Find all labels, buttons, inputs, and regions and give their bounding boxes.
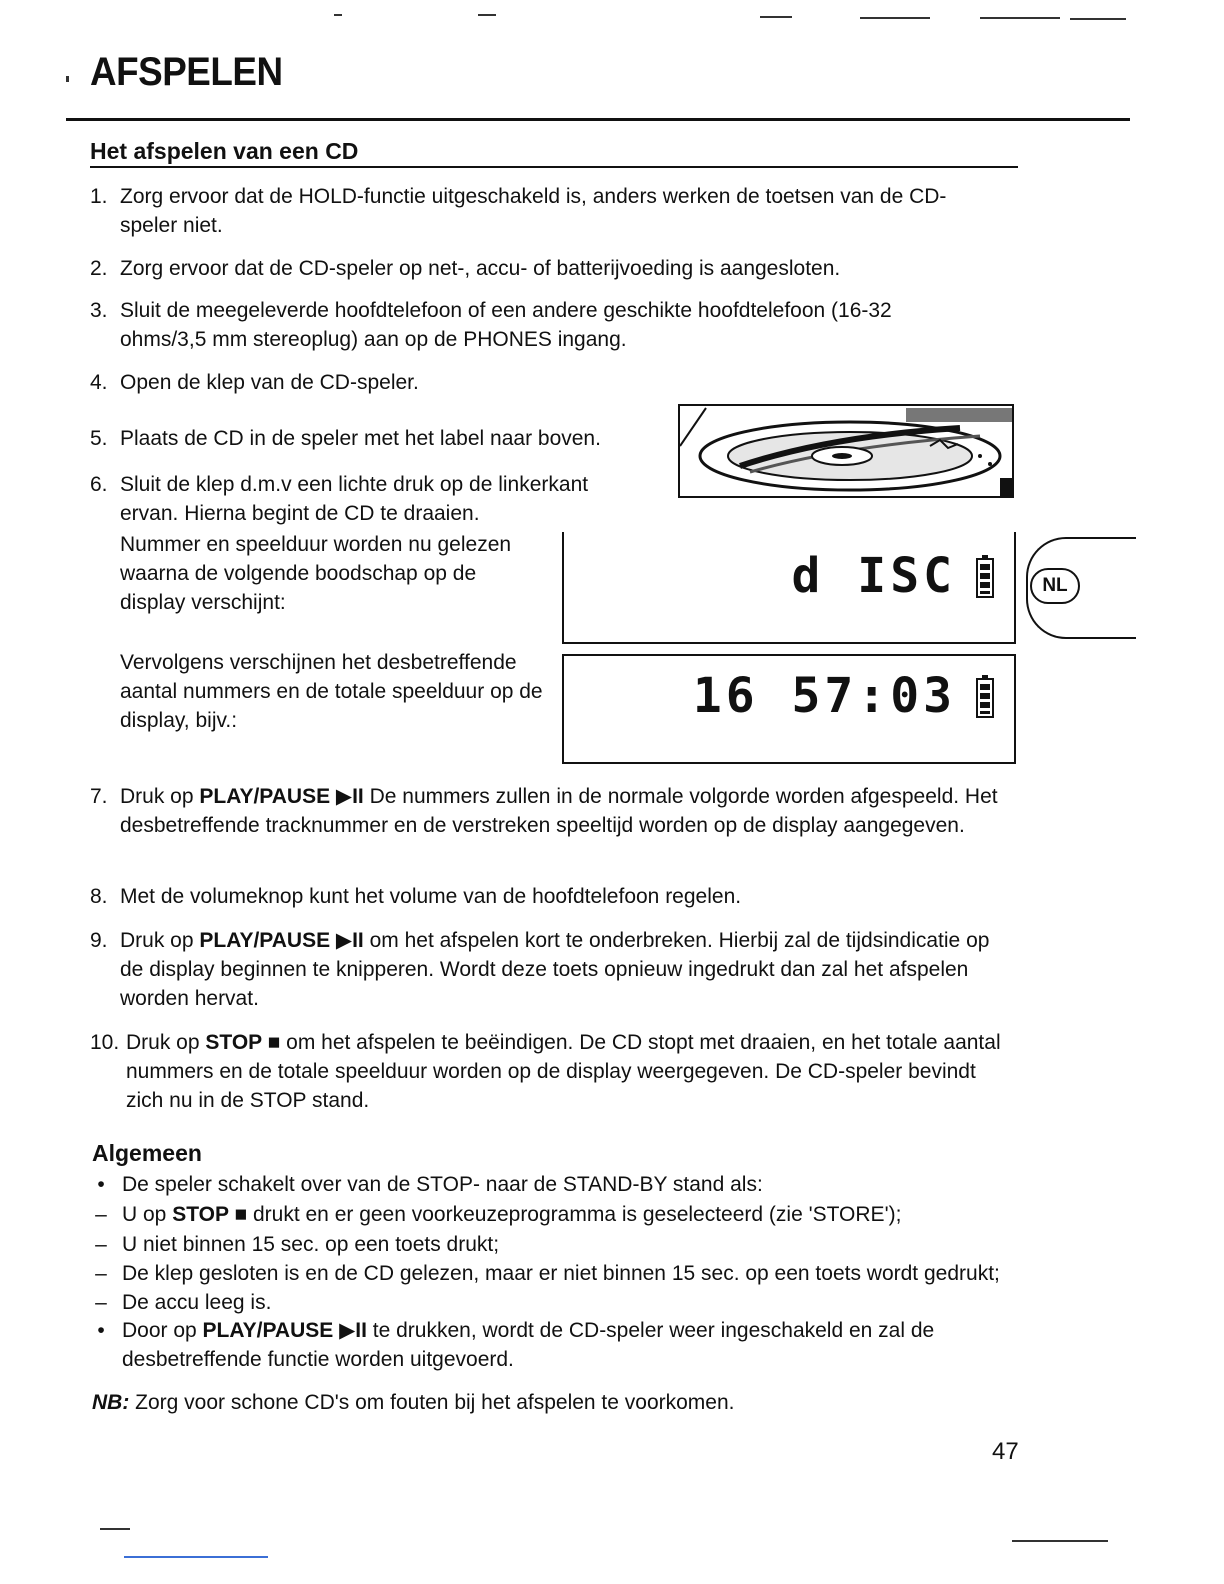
scan-mark: [980, 17, 1060, 19]
scan-mark: [1070, 18, 1126, 20]
general-item-text: [122, 1200, 1030, 1229]
bullet-mark: •: [97, 1319, 105, 1342]
note-label: NB:: [92, 1391, 130, 1414]
step-10: [90, 1028, 1020, 1115]
scan-mark: [334, 14, 342, 16]
step-text: Met de volumeknop kunt het volume van de hoofdtelefoon regelen.: [120, 885, 742, 908]
general-item: [90, 1259, 1030, 1288]
step-text: Zorg ervoor dat de CD-speler op net-, accu- of batterijvoeding is aangesloten.: [120, 257, 841, 280]
play-pause-key: PLAY/PAUSE ▶II: [199, 785, 364, 808]
step-2: [90, 254, 1020, 283]
page-title: AFSPELEN: [90, 50, 283, 94]
stop-key: STOP ■: [172, 1203, 248, 1226]
lcd-readout: d ISC: [791, 548, 956, 604]
step-7: [90, 782, 1020, 840]
lcd-readout: 16 57:03: [692, 668, 956, 724]
bullet-mark: –: [95, 1291, 107, 1314]
step-6-display-note: Nummer en speelduur worden nu gelezen waarna de volgende boodschap op de display verschijnt:: [120, 533, 512, 614]
bullet-mark: –: [95, 1233, 107, 1256]
general-item: [90, 1316, 1030, 1374]
general-item-part: U op: [122, 1203, 173, 1226]
step-4: [90, 368, 1020, 397]
general-item: [90, 1170, 1030, 1199]
title-rule: [66, 118, 1130, 121]
play-pause-key: PLAY/PAUSE ▶II: [202, 1319, 367, 1342]
step-number: 8.: [90, 885, 108, 908]
general-item-text: De accu leeg is.: [122, 1291, 272, 1314]
step-number: 6.: [90, 473, 108, 496]
language-badge: NL: [1030, 568, 1080, 604]
general-item: [90, 1230, 1030, 1259]
lcd-display-disc: [562, 532, 1016, 644]
general-item-text: [122, 1316, 1002, 1374]
step-text: Sluit de klep d.m.v een lichte druk op de linkerkant ervan. Hierna begint de CD te draaien.: [120, 473, 589, 525]
general-item-text: De speler schakelt over van de STOP- naar de STAND-BY stand als:: [122, 1173, 763, 1196]
step-3: [90, 296, 1020, 354]
step-number: 4.: [90, 371, 108, 394]
scan-mark: [478, 14, 496, 16]
step-text-part: Druk op: [120, 929, 200, 952]
battery-icon: [976, 558, 994, 598]
step-text: Open de klep van de CD-speler.: [120, 371, 419, 394]
step-number: 3.: [90, 299, 108, 322]
general-item-part: drukt en er geen voorkeuzeprogramma is geselecteerd (zie 'STORE');: [247, 1203, 902, 1226]
scan-mark: [1012, 1540, 1108, 1542]
step-text: [126, 1028, 1006, 1115]
general-item-part: te drukken, wordt de CD-speler weer ingeschakeld en zal de desbetreffende functie worden uitgevoerd.: [122, 1319, 935, 1371]
general-item: [90, 1288, 1030, 1317]
step-6-result-note: Vervolgens verschijnen het desbetreffende aantal nummers en de totale speelduur op de display, bijv.:: [120, 651, 543, 732]
step-text: Plaats de CD in de speler met het label naar boven.: [120, 427, 601, 450]
general-item-part: Door op: [122, 1319, 203, 1342]
lcd-display-tracks: [562, 654, 1016, 764]
battery-icon: [976, 678, 994, 718]
step-number: 5.: [90, 427, 108, 450]
step-text-part: De nummers zullen in de normale volgorde worden afgespeeld. Het desbetreffende tracknummer en de verstreken speeltijd worden op de display aangegeven.: [120, 785, 998, 837]
play-pause-key: PLAY/PAUSE ▶II: [199, 929, 364, 952]
step-number: 9.: [90, 929, 108, 952]
step-text: [120, 782, 1020, 840]
scan-mark: [760, 16, 792, 18]
cd-illustration: [678, 404, 1014, 498]
scan-mark: [100, 1528, 130, 1530]
general-heading: Algemeen: [92, 1140, 202, 1166]
footer-line: [124, 1556, 268, 1558]
step-text-part: om het afspelen kort te onderbreken. Hierbij zal de tijdsindicatie op de display beginnen te knipperen. Wordt deze toets opnieuw ingedrukt dan zal het afspelen worden hervat.: [120, 929, 990, 1010]
step-text-part: Druk op: [120, 785, 200, 808]
step-text: [120, 926, 990, 1013]
bullet-mark: •: [97, 1173, 105, 1196]
general-item-text: U niet binnen 15 sec. op een toets drukt;: [122, 1233, 500, 1256]
step-text: Sluit de meegeleverde hoofdtelefoon of een andere geschikte hoofdtelefoon (16-32 ohms/3,5 mm stereoplug) aan op de PHONES ingang.: [120, 299, 892, 351]
step-text: Zorg ervoor dat de HOLD-functie uitgeschakeld is, anders werken de toetsen van de CD-speler niet.: [120, 185, 947, 237]
stop-key: STOP ■: [205, 1031, 281, 1054]
cd-disc-icon: [680, 406, 1014, 498]
step-number: 10.: [90, 1031, 120, 1054]
note-text: Zorg voor schone CD's om fouten bij het afspelen te voorkomen.: [135, 1391, 735, 1414]
step-number: 1.: [90, 185, 108, 208]
bullet-mark: –: [95, 1262, 107, 1285]
bullet-mark: –: [95, 1203, 107, 1226]
step-5: [90, 424, 650, 453]
step-number: 7.: [90, 785, 108, 808]
step-6: [90, 470, 630, 528]
general-item-text: De klep gesloten is en de CD gelezen, maar er niet binnen 15 sec. op een toets wordt gedrukt;: [122, 1262, 1000, 1285]
scan-mark: [860, 17, 930, 19]
general-item: [90, 1200, 1030, 1229]
step-1: [90, 182, 1020, 240]
scan-mark: [66, 76, 69, 82]
page-number: 47: [992, 1438, 1019, 1465]
step-text-part: Druk op: [126, 1031, 206, 1054]
note: [92, 1388, 735, 1417]
step-9: [90, 926, 1020, 1013]
step-number: 2.: [90, 257, 108, 280]
section-heading: Het afspelen van een CD: [90, 138, 1018, 168]
step-text-part: om het afspelen te beëindigen. De CD stopt met draaien, en het totale aantal nummers en de totale speelduur worden op de display weergegeven. De CD-speler bevindt zich nu in de STOP stand.: [126, 1031, 1001, 1112]
step-8: [90, 882, 1020, 911]
